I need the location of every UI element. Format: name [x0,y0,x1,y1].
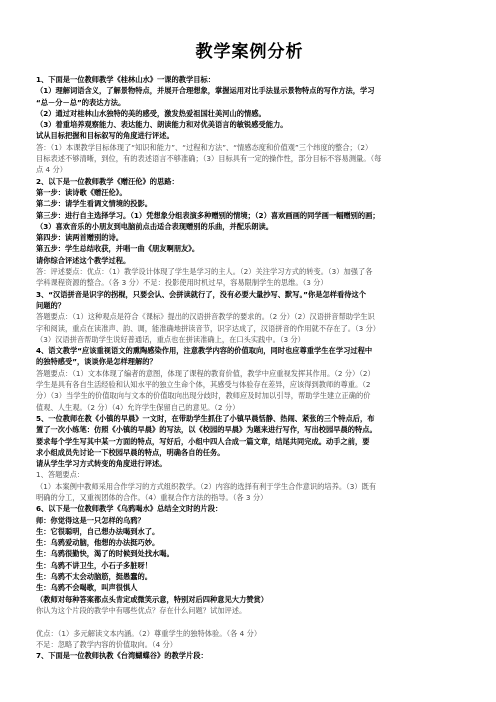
text-line: 第三步：进行自主选择学习。（1）凭想象分组表演多种赠别的情境；（2）喜欢画画的同学画一幅赠别的画； [36,210,380,220]
text-line: （1）本案例中教师采用合作学习的方式组织教学。（2）内容的选择有利于学生合作意识的培养。（3）既有 [36,481,377,491]
text-line: 生：乌鸦不会喝歌，叫声很惧人 [36,583,138,593]
text-line: （3）汉语拼音帮助学生说好普通话，重点也在拼读准确上，在口头实践中。（3 分） [36,334,305,344]
text-line: 值观、人生观。（2 分）（4）允许学生保留自己的意见。（2 分） [36,402,240,412]
text-line: 答：（1）本课教学目标体现了“知识和能力”、“过程和方法”、“情感态度和价值观”三个纬度的整合；（2） [36,142,373,152]
text-line: 优点：（1）多元解读文本内涵。（2）尊重学生的独特体验。（各 4 分） [36,628,262,638]
text-line: 生：乌鸦不讲卫生，小石子多脏呀！ [36,560,153,570]
text-line: 答：评述要点：优点：（1）教学设计体现了学生是学习的主人。（2）关注学习方式的转变。（3）加强了各 [36,267,373,277]
text-line: 1、答题要点： [36,470,85,480]
text-line: 求小组成员先讨论一下校园早晨的特点，明确各自的任务。 [36,447,225,457]
text-line: 生：乌鸦很勤快，渴了的时候到处找水喝。 [36,549,174,559]
text-line: 师：你觉得这是一只怎样的乌鸦？ [36,515,145,525]
text-line: 2、以下是一位教师教学《赠汪伦》的思路： [36,176,179,186]
text-line: 不足：忽略了教学内容的价值取向。（4 分） [36,639,178,649]
text-line: 第五步：学生总结收获，并唱一曲《朋友啊朋友》。 [36,244,200,254]
text-line: 第一步：读诗歌《赠汪伦》。 [36,187,127,197]
text-line: 学生是具有各自生活经验和认知水平的独立生命个体，其感受与体验存在差异，应该得到教师的尊重。（2 [36,380,371,390]
text-line: 点 4 分） [36,165,67,175]
text-line: 生：乌鸦不太会动脑筋，挺愚蠢的。 [36,572,153,582]
text-line: （2）通过对桂林山水独特的美的感受，激发热爱祖国壮美河山的情感。 [36,108,266,118]
text-line: 生：它很聪明，自己想办法喝到水了。 [36,526,160,536]
text-line: 4、语文教学“应该重视语文的熏陶感染作用，注意教学内容的价值取向，同时也应尊重学生在学习过程中 [36,346,373,356]
text-line: 试从目标把握和目标叙写的角度进行评述。 [36,131,174,141]
document-title: 教学案例分析 [195,42,304,62]
text-line: （3）着重培养观察能力、表达能力、朗读能力和对优美语言的敏锐感受能力。 [36,120,288,130]
text-line: 第四步：读两首赠别的诗。 [36,233,124,243]
text-line: 答题要点：（1）这种观点是符合《课标》提出的汉语拼音教学的要求的。（2 分）（2）汉语拼音帮助学生识 [36,312,375,322]
text-line: 请你综合评述这个教学过程。 [36,255,131,265]
text-line: （3）喜欢音乐的小朋友到电脑前点击适合表现赠别的乐曲，并配乐朗读。 [36,221,274,231]
text-line: 7、下面是一位教师执教《台湾蝴蝶谷》的教学片段： [36,651,208,661]
text-line [36,616,463,627]
text-line: 置了一次小练笔：仿照《小镇的早晨》的写法，以《校园的早晨》为题来进行写作，写出校园早晨的特点。 [36,425,377,435]
document-body [36,74,463,661]
text-line: 明确的分工，又重视团体的合作。（4）重视合作方法的指导。（各 3 分） [36,492,268,502]
text-line: 请从学生学习方式转变的角度进行评述。 [36,459,167,469]
text-line: 分）（3）当学生的价值取向与文本的价值取向出现分歧时，教师应及时加以引导，帮助学生建立正确的价 [36,391,371,401]
text-line: （1）理解词语含义，了解景物特点，并展开合理想象，掌握运用对比手法显示景物特点的写作方法，学习 [36,86,375,96]
text-line: “总－分－总”的表达方法。 [36,97,126,107]
text-line: 的独特感受”，谈谈你是怎样理解的？ [36,357,157,367]
text-line: 字和阅读，重点在读准声、韵、调，能准确地拼读音节，识字达成了，汉语拼音的作用就不存在了。（3 分） [36,323,381,333]
text-line: 你认为这个片段的教学中有哪些优点？存在什么问题？试加评述。 [36,605,247,615]
text-line: 6、以下是一位教师教学《乌鸦喝水》总结全文时的片段： [36,504,223,514]
text-line: 第二步：请学生看调文情境的投影。 [36,199,153,209]
text-line: 5、一位教师在教《小镇的早晨》一文时，在带助学生抓住了小镇早晨恬静、热闹、紧张的三个特点后，布 [36,413,375,423]
text-line: 1、下面是一位教师教学《桂林山水》一课的教学目标： [36,75,216,84]
text-line: 生：乌鸦爱动脑，他想的办法挺巧妙。 [36,538,160,548]
text-line: 问题的？ [36,300,66,310]
text-line: 答题要点：（1）文本体现了编者的意图，体现了课程的教育价值，教学中应重视发挥其作用。（2 分）（2） [36,368,375,378]
text-line: （教师对每种答案都点头肯定或微笑示意，特别对后四种意见大力赞赏） [36,594,269,604]
text-line: 目标表述不够清晰，到位，有的表述语言不够准确；（3）目标具有一定的操作性，部分目标不容易测量。（每 [36,154,382,164]
text-line: 3、“汉语拼音是识字的拐棍，只要会认、会拼读就行了，没有必要大量抄写、默写。”你是怎样看待这个 [36,289,366,299]
text-line: 学科课程资源的整合。（各 3 分）不足：投影使用时机过早，容易限制学生的思维。（3 分） [36,278,328,288]
text-line: 要求每个学生写其中某一方面的特点，写好后，小组中四人合成一篇文章，结尾共同完成。动手之前，要 [36,436,370,446]
